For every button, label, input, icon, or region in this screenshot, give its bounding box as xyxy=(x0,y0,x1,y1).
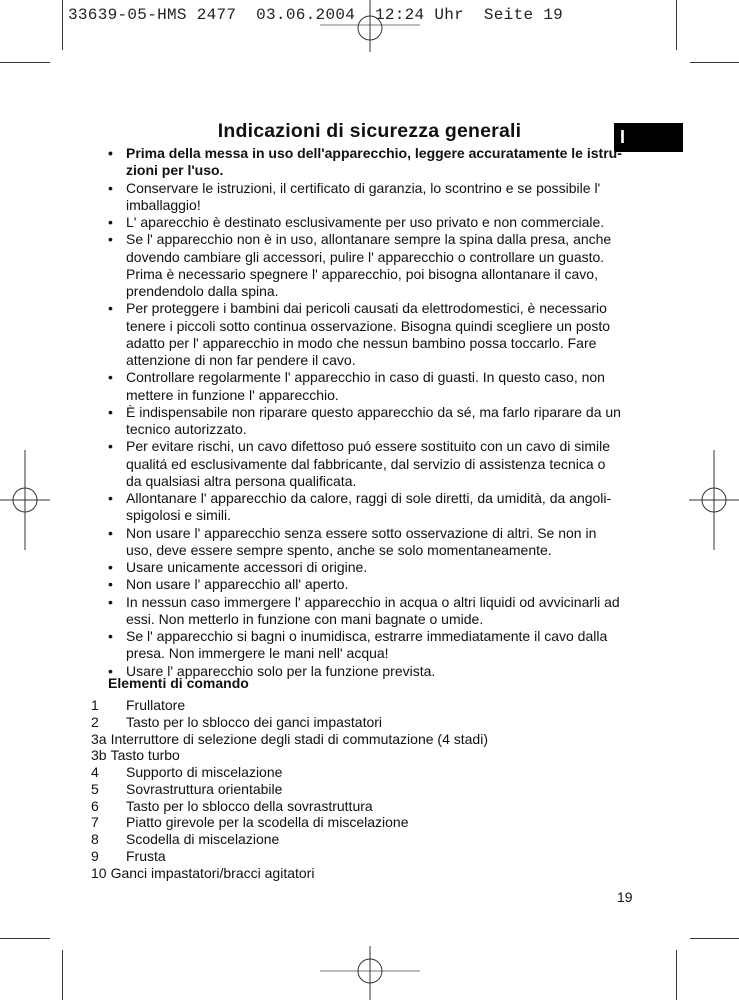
control-label: Supporto di miscelazione xyxy=(126,764,283,780)
list-item-text: dovendo cambiare gli accessori, pulire l' apparecchio o controllare un guasto. xyxy=(126,248,605,265)
list-item-text: imballaggio! xyxy=(126,196,201,213)
bullet-icon: • xyxy=(108,593,113,610)
list-item-text: Non usare l' apparecchio all' aperto. xyxy=(126,576,349,593)
bullet-icon: • xyxy=(108,576,113,593)
bullet-icon: • xyxy=(108,403,113,420)
list-item-text: Conservare le istruzioni, il certificato di garanzia, lo scontrino e se possibile l' xyxy=(126,179,601,196)
control-label: Sovrastruttura orientabile xyxy=(126,780,283,797)
print-slug: 33639-05-HMS 2477 03.06.2004 12:24 Uhr Seite 19 xyxy=(68,6,564,24)
page-number: 19 xyxy=(617,889,633,905)
control-number: 7 xyxy=(91,814,99,831)
registration-mark-icon xyxy=(320,946,420,1000)
list-item-text: Usare unicamente accessori di origine. xyxy=(126,559,368,575)
bullet-icon: • xyxy=(108,662,113,679)
list-item xyxy=(108,525,648,560)
list-item xyxy=(108,628,648,663)
bullet-icon: • xyxy=(108,179,113,196)
list-item xyxy=(108,145,648,180)
control-label: Interruttore di selezione degli stadi di commutazione (4 stadi) xyxy=(110,730,488,747)
list-item-text: In nessun caso immergere l' apparecchio in acqua o altri liquidi od avvicinarli ad xyxy=(126,593,620,610)
controls-heading: Elementi di comando xyxy=(108,675,249,691)
control-label: Frullatore xyxy=(126,697,186,713)
control-item xyxy=(91,798,488,815)
control-label: Tasto per lo sblocco dei ganci impastatori xyxy=(126,713,383,730)
bullet-icon: • xyxy=(108,214,113,230)
control-item xyxy=(91,764,488,781)
list-item-text: spigolosi e simili. xyxy=(126,507,232,524)
crop-mark xyxy=(690,938,739,939)
crop-mark xyxy=(676,0,677,50)
list-item xyxy=(108,180,648,215)
control-number: 1 xyxy=(91,697,99,713)
crop-mark xyxy=(62,0,63,50)
control-item xyxy=(91,697,488,714)
control-label: Piatto girevole per la scodella di miscelazione xyxy=(126,814,409,831)
control-item xyxy=(91,831,488,848)
list-item xyxy=(108,404,648,439)
controls-list xyxy=(91,697,488,881)
control-number: 4 xyxy=(91,764,99,780)
list-item xyxy=(108,438,648,490)
list-item-text: adatto per l' apparecchio in modo che nessun bambino possa toccarlo. Fare xyxy=(126,334,597,351)
control-label: Frusta xyxy=(126,847,166,864)
crop-mark xyxy=(0,938,50,939)
list-item-text: presa. Non immergere le mani nell' acqua! xyxy=(126,645,389,662)
control-number: 5 xyxy=(91,780,99,797)
list-item-text: qualitá ed esclusivamente dal fabbricante, dal servizio di assistenza tecnica o xyxy=(126,455,606,472)
list-item-text: tecnico autorizzato. xyxy=(126,421,247,437)
bullet-icon: • xyxy=(108,559,113,575)
registration-mark-icon xyxy=(0,450,50,550)
list-item xyxy=(108,214,648,231)
list-item-text: da qualsiasi altra persona qualificata. xyxy=(126,472,357,489)
list-item-text: Prima è necessario spegnere l' apparecchio, poi bisogna allontanare il cavo, xyxy=(126,265,598,282)
crop-mark xyxy=(0,62,50,63)
list-item-text: Controllare regolarmente l' apparecchio in caso di guasti. In questo caso, non xyxy=(126,369,605,386)
list-item xyxy=(108,490,648,525)
bullet-icon: • xyxy=(108,490,113,506)
list-item-text: tenere i piccoli sotto continua osservazione. Bisogna quindi scegliere un posto xyxy=(126,317,611,334)
bullet-icon: • xyxy=(108,524,113,541)
control-number: 8 xyxy=(91,831,99,847)
control-number: 3a xyxy=(91,730,107,747)
language-tab: I xyxy=(614,123,683,152)
list-item-text: Non usare l' apparecchio senza essere sotto osservazione di altri. Se non in xyxy=(126,524,597,541)
list-item-text: zioni per l'uso. xyxy=(126,162,224,179)
bullet-icon: • xyxy=(108,369,113,386)
control-item xyxy=(91,747,488,764)
list-item-text: Per proteggere i bambini dai pericoli causati da elettrodomestici, è necessario xyxy=(126,300,607,317)
list-item xyxy=(108,594,648,629)
registration-mark-icon xyxy=(320,0,420,52)
control-item xyxy=(91,781,488,798)
list-item-text: Usare l' apparecchio solo per la funzione prevista. xyxy=(126,662,436,679)
control-number: 2 xyxy=(91,713,99,730)
safety-list xyxy=(108,145,648,680)
crop-mark xyxy=(690,62,739,63)
bullet-icon: • xyxy=(108,145,113,161)
control-item xyxy=(91,731,488,748)
list-item-text: Se l' apparecchio non è in uso, allontanare sempre la spina dalla presa, anche xyxy=(126,231,612,248)
control-item xyxy=(91,848,488,865)
bullet-icon: • xyxy=(108,438,113,455)
bullet-icon: • xyxy=(108,628,113,644)
control-label: Tasto turbo xyxy=(110,747,180,764)
control-label: Tasto per lo sblocco della sovrastruttura xyxy=(126,797,373,814)
control-number: 6 xyxy=(91,797,99,814)
list-item-text: Prima della messa in uso dell'apparecchio, leggere accuratamente le istru- xyxy=(126,145,622,161)
list-item-text: È indispensabile non riparare questo apparecchio da sé, ma farlo riparare da un xyxy=(126,403,621,420)
list-item xyxy=(108,300,648,369)
control-item xyxy=(91,865,488,882)
control-label: Ganci impastatori/bracci agitatori xyxy=(110,864,315,881)
control-number: 10 xyxy=(91,864,107,881)
control-item xyxy=(91,814,488,831)
control-number: 9 xyxy=(91,847,99,864)
list-item-text: essi. Non metterlo in funzione con mani bagnate o umide. xyxy=(126,610,484,627)
list-item xyxy=(108,231,648,300)
bullet-icon: • xyxy=(108,300,113,317)
list-item-text: uso, deve essere sempre spento, anche se solo momentaneamente. xyxy=(126,541,552,558)
crop-mark xyxy=(62,950,63,1000)
list-item xyxy=(108,576,648,593)
crop-mark xyxy=(676,950,677,1000)
bullet-icon: • xyxy=(108,231,113,248)
list-item-text: Se l' apparecchio si bagni o inumidisca, estrarre immediatamente il cavo dalla xyxy=(126,628,608,644)
list-item-text: Allontanare l' apparecchio da calore, raggi di sole diretti, da umidità, da angoli- xyxy=(126,490,612,506)
page-title: Indicazioni di sicurezza generali xyxy=(217,120,522,142)
control-item xyxy=(91,714,488,731)
list-item-text: Per evitare rischi, un cavo difettoso puó essere sostituito con un cavo di simile xyxy=(126,438,611,455)
control-label: Scodella di miscelazione xyxy=(126,831,280,847)
list-item xyxy=(108,369,648,404)
list-item-text: attenzione di non far pendere il cavo. xyxy=(126,352,356,368)
list-item-text: L' aparecchio è destinato esclusivamente per uso privato e non commerciale. xyxy=(126,214,605,230)
list-item-text: mettere in funzione l' apparecchio. xyxy=(126,386,339,403)
list-item-text: prendendolo dalla spina. xyxy=(126,283,279,299)
control-number: 3b xyxy=(91,747,107,764)
registration-mark-icon xyxy=(689,450,739,550)
list-item xyxy=(108,559,648,576)
